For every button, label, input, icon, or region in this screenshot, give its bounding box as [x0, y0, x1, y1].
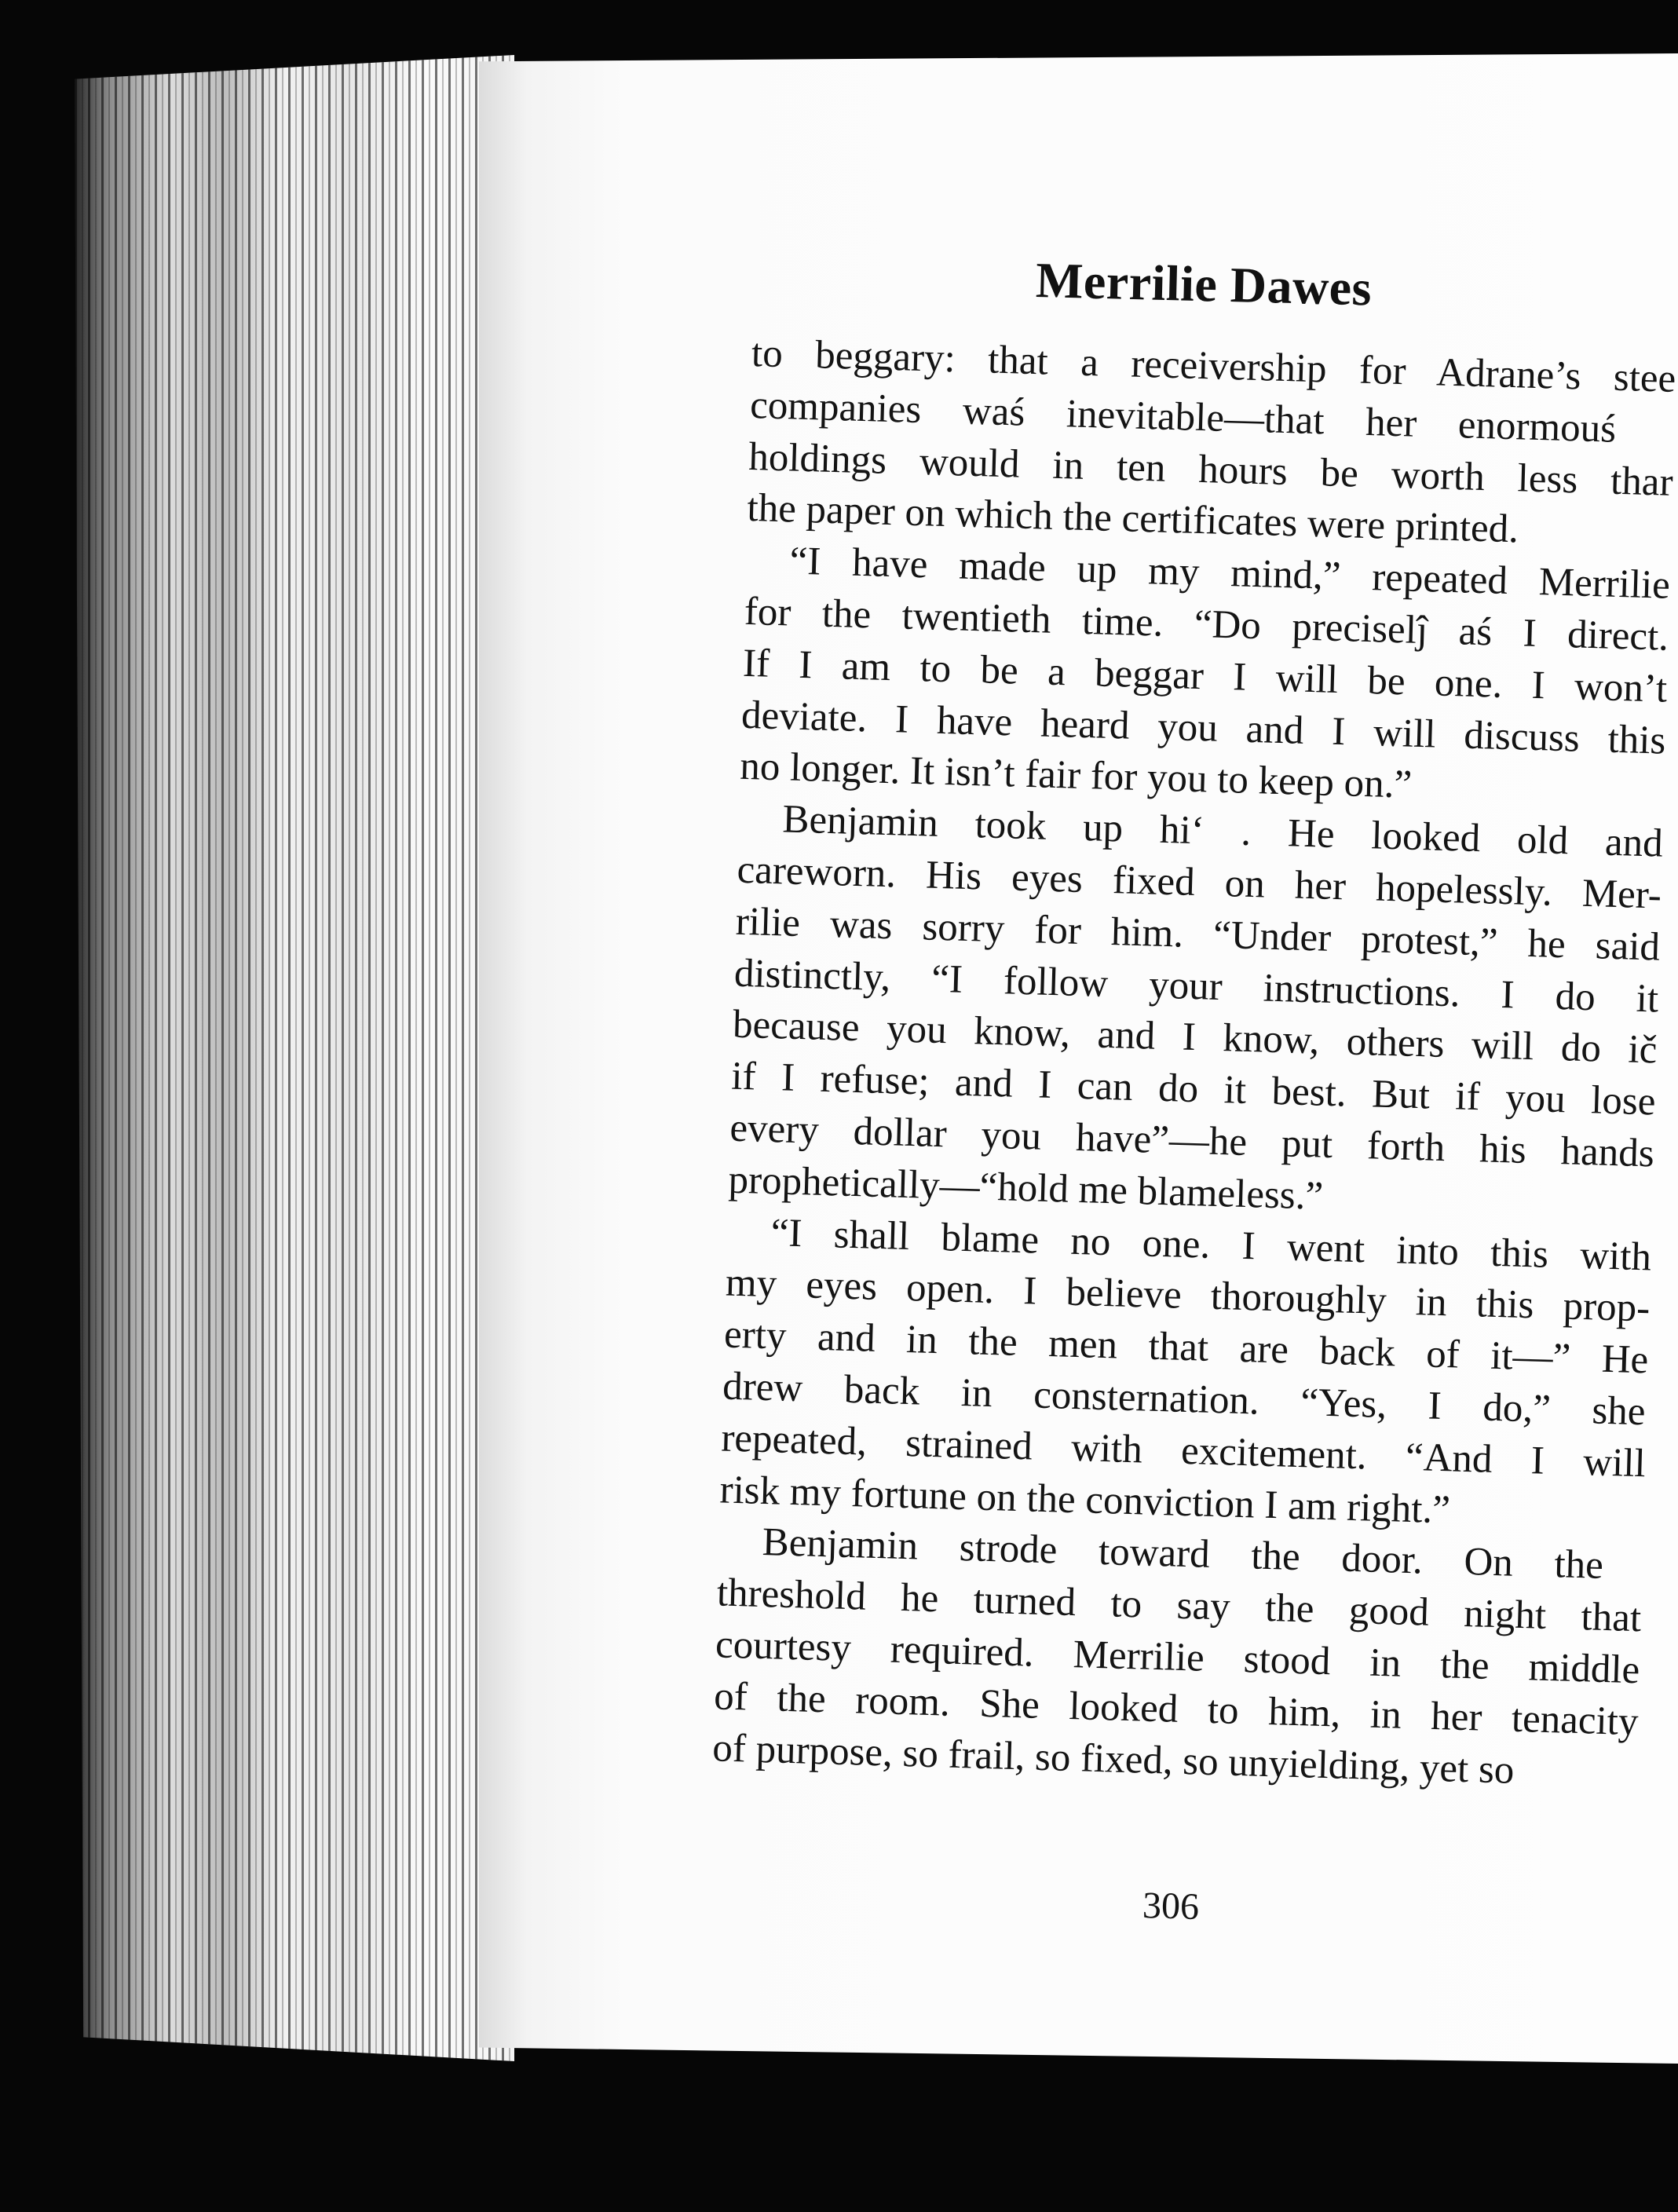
- text-line: rilie was sorry for him. “Under protest,” he said: [735, 899, 1661, 970]
- text-line: to beggary: that a receivership for Adrane’s stee: [751, 331, 1676, 401]
- text-line: because you know, and I know, others will do ič: [732, 1003, 1658, 1073]
- text-line: if I refuse; and I can do it best. But if you lose: [730, 1054, 1657, 1124]
- text-line: of purpose, so frail, so fixed, so unyielding, yet so: [711, 1725, 1515, 1793]
- text-line: no longer. It isn’t fair for you to keep on.”: [739, 744, 1413, 808]
- text-line: Benjamin strode toward the door. On the: [762, 1520, 1604, 1589]
- text-line: careworn. His eyes fixed on her hopelessly. Mer-: [736, 847, 1662, 918]
- text-line: prophetically—“hold me blameless.”: [727, 1157, 1324, 1219]
- text-line: every dollar you have”—he put forth his hands: [729, 1106, 1655, 1176]
- text-line: “I have made up my mind,” repeated Merrilie: [788, 539, 1671, 608]
- text-line: the paper on which the certificates were printed.: [746, 486, 1519, 552]
- text-line: courtesy required. Merrilie stood in the middle: [715, 1622, 1641, 1693]
- text-line: deviate. I have heard you and I will discuss this: [740, 693, 1667, 763]
- text-line: Benjamin took up hi‘ . He looked old and: [781, 797, 1664, 866]
- text-line: “I shall blame no one. I went into this with: [770, 1210, 1652, 1279]
- text-line: drew back in consternation. “Yes, I do,” she: [722, 1364, 1647, 1435]
- text-line: erty and in the men that are back of it—” He: [723, 1312, 1650, 1383]
- text-line: If I am to be a beggar I will be one. I won’t: [742, 641, 1668, 711]
- text-line: holdings would in ten hours be worth less thar: [748, 434, 1674, 505]
- text-line: repeated, strained with excitement. “And I will: [720, 1416, 1647, 1486]
- text-line: companies waś inevitable—that her enormouś: [749, 382, 1617, 452]
- text-line: my eyes open. I believe thoroughly in this prop-: [725, 1260, 1651, 1331]
- text-line: of the room. She looked to him, in her tenacity: [713, 1674, 1640, 1744]
- page-edges: [75, 55, 514, 2061]
- text-line: risk my fortune on the conviction I am right.”: [718, 1467, 1451, 1532]
- running-head: Merrilie Dawes: [1035, 251, 1373, 316]
- text-line: distinctly, “I follow your instructions. I do it: [733, 951, 1659, 1022]
- text-line: threshold he turned to say the good night that: [716, 1570, 1642, 1641]
- body-text: [709, 328, 1677, 1892]
- page-number: 306: [1142, 1885, 1200, 1928]
- text-line: for the twentieth time. “Do preciselĵ aś I direct.: [744, 589, 1669, 660]
